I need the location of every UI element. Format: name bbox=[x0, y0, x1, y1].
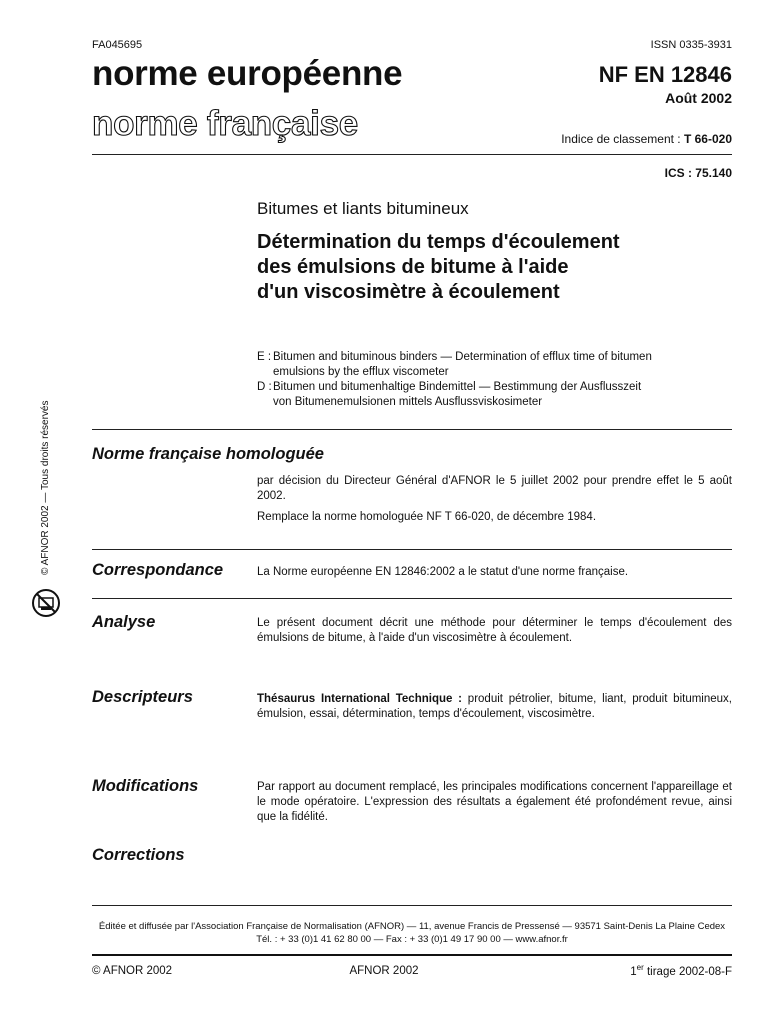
section-body-homologuee bbox=[257, 474, 732, 531]
paragraph: par décision du Directeur Général d'AFNOR le 5 juillet 2002 pour prendre effet le 5 août 2002. bbox=[257, 475, 732, 502]
translation-text: Bitumen and bituminous binders — Determination of efflux time of bitumen bbox=[273, 351, 652, 363]
footer-center: AFNOR 2002 bbox=[349, 965, 419, 977]
classement-label: Indice de classement : bbox=[561, 132, 681, 146]
section-divider bbox=[92, 549, 732, 550]
no-photocopy-icon bbox=[31, 588, 61, 618]
translation-text: Bitumen und bitumenhaltige Bindemittel — Bestimmung der Ausflusszeit bbox=[273, 381, 642, 393]
lang-code: E : bbox=[257, 351, 272, 363]
title-norme-francaise: norme française bbox=[92, 104, 358, 143]
paragraph: Remplace la norme homologuée NF T 66-020, de décembre 1984. bbox=[257, 511, 597, 523]
section-body-correspondance: La Norme européenne EN 12846:2002 a le statut d'une norme française. bbox=[257, 566, 629, 578]
lang-code: D : bbox=[257, 381, 272, 393]
footer-rule bbox=[92, 954, 732, 956]
keywords: produit pétrolier, bitume, liant, produit bitumineux, émulsion, essai, détermination, temps d'écoulement, viscosimètre. bbox=[257, 693, 732, 720]
section-body-modifications: Par rapport au document remplacé, les principales modifications concernent l'appareillage et le mode opératoire. L'expression des résultats a également été profondément revue, ainsi que la fidélité. bbox=[257, 781, 732, 823]
section-body-analyse: Le présent document décrit une méthode pour déterminer le temps d'écoulement des émulsions de bitume, à l'aide d'un viscosimètre à écoulement. bbox=[257, 617, 732, 644]
title-line: des émulsions de bitume à l'aide bbox=[257, 256, 569, 278]
print-run-text: tirage 2002-08-F bbox=[643, 965, 732, 978]
publisher-note bbox=[92, 920, 732, 946]
publisher-address: Éditée et diffusée par l'Association Française de Normalisation (AFNOR) — 11, avenue Francis de Pressensé — 93571 Saint-Denis La Plaine Cedex bbox=[98, 921, 726, 932]
ics-code: ICS : 75.140 bbox=[664, 166, 732, 180]
publication-date: Août 2002 bbox=[665, 90, 732, 106]
standard-code: NF EN 12846 bbox=[598, 62, 732, 87]
section-title-modifications: Modifications bbox=[92, 777, 199, 795]
publisher-contact: Tél. : + 33 (0)1 41 62 80 00 — Fax : + 33 (0)1 49 17 90 00 — www.afnor.fr bbox=[256, 934, 568, 945]
translation-text: emulsions by the efflux viscometer bbox=[273, 366, 449, 378]
footer-divider bbox=[92, 905, 732, 906]
section-title-analyse: Analyse bbox=[92, 613, 156, 631]
header-divider bbox=[92, 154, 732, 155]
section-title-correspondance: Correspondance bbox=[92, 561, 224, 579]
section-body-descripteurs bbox=[257, 692, 732, 722]
classement-value: T 66-020 bbox=[683, 132, 732, 146]
thesaurus-label: Thésaurus International Technique : bbox=[257, 693, 463, 705]
title-line: Détermination du temps d'écoulement bbox=[257, 231, 620, 253]
german-title bbox=[257, 380, 727, 410]
english-title bbox=[257, 350, 727, 380]
section-divider bbox=[92, 429, 732, 430]
document-subject: Bitumes et liants bitumineux bbox=[257, 199, 469, 218]
title-line: d'un viscosimètre à écoulement bbox=[257, 281, 560, 303]
title-norme-europeenne: norme européenne bbox=[92, 54, 403, 93]
print-run-suffix: er bbox=[636, 963, 644, 972]
section-title-corrections: Corrections bbox=[92, 846, 185, 864]
side-copyright: © AFNOR 2002 — Tous droits réservés bbox=[40, 400, 51, 575]
classement-index bbox=[561, 132, 732, 146]
section-divider bbox=[92, 598, 732, 599]
section-title-homologuee: Norme française homologuée bbox=[92, 445, 324, 463]
document-title bbox=[257, 230, 727, 305]
translation-text: von Bitumenemulsionen mittels Ausflussviskosimeter bbox=[273, 396, 543, 408]
print-run bbox=[630, 963, 732, 978]
footer-copyright: © AFNOR 2002 bbox=[92, 965, 173, 977]
section-title-descripteurs: Descripteurs bbox=[92, 688, 193, 706]
document-reference: FA045695 bbox=[92, 39, 143, 51]
print-run-number: 1 bbox=[630, 965, 637, 978]
issn-number: ISSN 0335-3931 bbox=[650, 39, 732, 51]
